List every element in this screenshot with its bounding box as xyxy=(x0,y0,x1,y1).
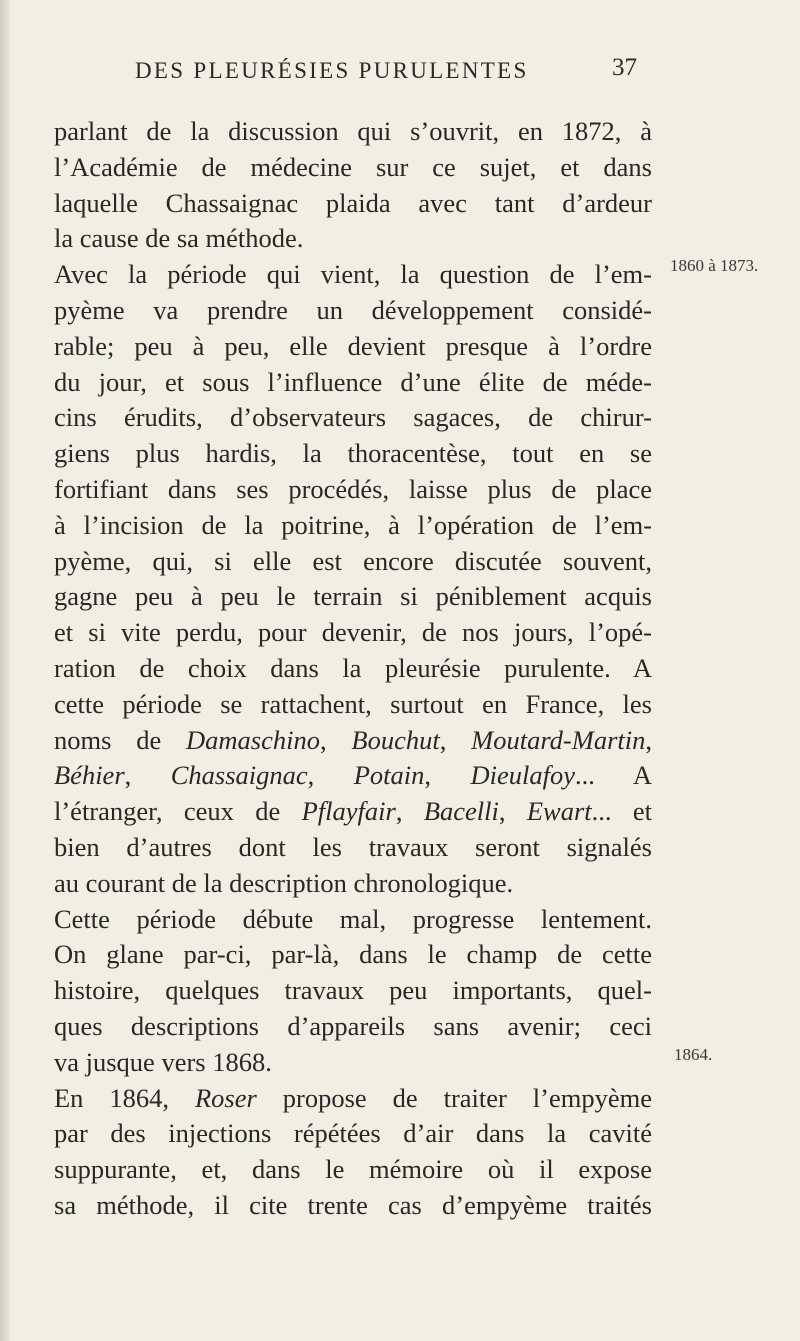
text-span: l’étranger, ceux de xyxy=(54,796,302,827)
text-line xyxy=(54,186,652,222)
text-span: rable; peu à peu, elle devient presque à l’ordre xyxy=(54,330,652,361)
text-span: la cause de sa méthode. xyxy=(54,223,304,254)
text-line xyxy=(54,293,652,329)
text-line xyxy=(54,221,652,257)
text-span: Cette période débute mal, progresse lentement. xyxy=(54,903,652,934)
text-span: au courant de la description chronologique. xyxy=(54,867,514,898)
text-line xyxy=(54,937,652,973)
margin-note-year: 1864. xyxy=(674,1045,713,1064)
italic-name: Chassaignac xyxy=(170,760,308,791)
text-line xyxy=(54,257,652,293)
text-line xyxy=(54,723,652,759)
text-span: suppurante, et, dans le mémoire où il expose xyxy=(54,1154,652,1185)
text-span: propose de traiter l’empyème xyxy=(256,1082,653,1113)
text-line xyxy=(54,150,652,186)
text-span: bien d’autres dont les travaux seront signalés xyxy=(54,831,652,862)
text-span: , xyxy=(645,724,652,755)
text-span: l’Académie de médecine sur ce sujet, et dans xyxy=(54,151,652,182)
italic-name: Potain xyxy=(353,760,425,791)
text-span: ... et xyxy=(591,796,653,827)
text-span: va jusque vers 1868. xyxy=(54,1046,272,1077)
text-line xyxy=(54,329,652,365)
italic-name: Roser xyxy=(194,1082,257,1113)
text-span: On glane par-ci, par-là, dans le champ de cette xyxy=(54,939,652,970)
text-line xyxy=(54,687,652,723)
text-line xyxy=(54,830,652,866)
text-span: ... A xyxy=(574,760,652,791)
text-span: et si vite perdu, pour devenir, de nos jours, l’opé- xyxy=(54,617,652,648)
italic-name: Moutard-Martin xyxy=(471,724,646,755)
italic-name: Ewart xyxy=(526,796,592,827)
italic-name: Bouchut xyxy=(351,724,440,755)
text-line xyxy=(54,794,652,830)
text-span: pyème, qui, si elle est encore discutée souvent, xyxy=(54,545,652,576)
text-span: ques descriptions d’appareils sans avenir; ceci xyxy=(54,1010,652,1041)
text-span: , xyxy=(320,724,352,755)
text-line xyxy=(54,400,652,436)
text-line xyxy=(54,1009,652,1045)
text-span: cins érudits, d’observateurs sagaces, de chirur- xyxy=(54,402,652,433)
text-span: , xyxy=(307,760,354,791)
text-line xyxy=(54,365,652,401)
italic-name: Pflayfair xyxy=(301,796,396,827)
text-line xyxy=(54,1188,652,1224)
margin-note-period: 1860 à 1873. xyxy=(670,256,759,275)
italic-name: Damaschino xyxy=(186,724,320,755)
italic-name: Dieulafoy xyxy=(470,760,575,791)
text-span: ration de choix dans la pleurésie purulente. A xyxy=(54,652,652,683)
text-span: , xyxy=(439,724,472,755)
text-line xyxy=(54,436,652,472)
text-span: cette période se rattachent, surtout en France, les xyxy=(54,688,652,719)
running-title: DES PLEURÉSIES PURULENTES xyxy=(135,58,529,83)
text-span: sa méthode, il cite trente cas d’empyème traités xyxy=(54,1189,652,1220)
running-header xyxy=(0,50,800,90)
text-line xyxy=(54,651,652,687)
body-text xyxy=(54,114,652,1224)
page-binding-edge xyxy=(0,0,10,1341)
text-line xyxy=(54,615,652,651)
text-span: Avec la période qui vient, la question de l’em- xyxy=(54,259,652,290)
text-span: laquelle Chassaignac plaida avec tant d’ardeur xyxy=(54,187,652,218)
text-line xyxy=(54,973,652,1009)
text-span: , xyxy=(124,760,171,791)
text-span: , xyxy=(498,796,527,827)
text-span: En 1864, xyxy=(54,1082,195,1113)
text-span: parlant de la discussion qui s’ouvrit, en 1872, à xyxy=(54,116,652,146)
italic-name: Béhier xyxy=(54,760,125,791)
text-span: noms de xyxy=(54,724,187,755)
text-line xyxy=(54,508,652,544)
text-line xyxy=(54,544,652,580)
text-line xyxy=(54,579,652,615)
page-number: 37 xyxy=(612,54,637,81)
text-span: histoire, quelques travaux peu importants, quel- xyxy=(54,975,652,1006)
text-span: , xyxy=(395,796,424,827)
italic-name: Bacelli xyxy=(423,796,499,827)
text-line xyxy=(54,1081,652,1117)
text-line xyxy=(54,1116,652,1152)
text-span: giens plus hardis, la thoracentèse, tout en se xyxy=(54,438,652,469)
text-line xyxy=(54,758,652,794)
text-span: gagne peu à peu le terrain si péniblement acquis xyxy=(54,581,652,612)
text-line xyxy=(54,1152,652,1188)
text-line xyxy=(54,472,652,508)
text-span: , xyxy=(424,760,471,791)
text-line xyxy=(54,902,652,938)
text-span: pyème va prendre un développement considé- xyxy=(54,294,652,325)
text-line xyxy=(54,114,652,150)
text-line xyxy=(54,1045,652,1081)
text-span: à l’incision de la poitrine, à l’opération de l’em- xyxy=(54,509,652,540)
text-span: du jour, et sous l’influence d’une élite de méde- xyxy=(54,366,652,397)
text-line xyxy=(54,866,652,902)
text-span: par des injections répétées d’air dans la cavité xyxy=(54,1118,652,1149)
text-span: fortifiant dans ses procédés, laisse plus de place xyxy=(54,473,652,504)
